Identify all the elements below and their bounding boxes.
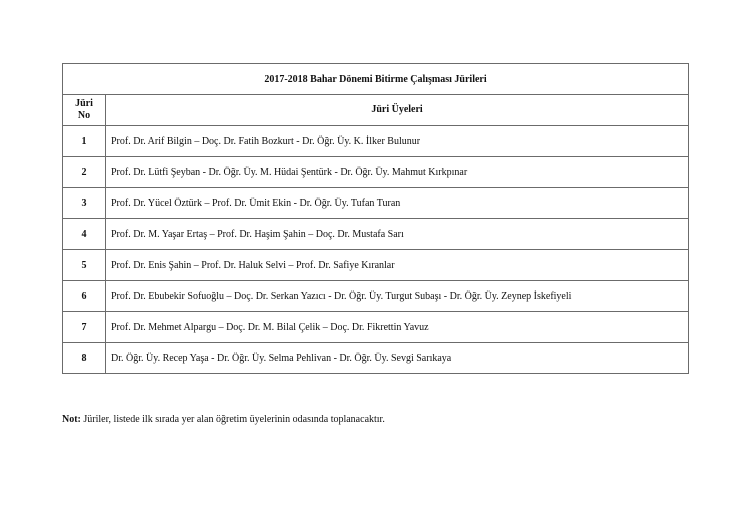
jury-number: 1 — [63, 126, 106, 157]
table-row — [63, 126, 689, 157]
jury-members: Dr. Öğr. Üy. Recep Yaşa - Dr. Öğr. Üy. Selma Pehlivan - Dr. Öğr. Üy. Sevgi Sarıkaya — [106, 343, 689, 374]
footnote-text: Jüriler, listede ilk sırada yer alan öğretim üyelerinin odasında toplanacaktır. — [80, 414, 385, 425]
jury-number: 6 — [63, 281, 106, 312]
jury-members: Prof. Dr. Yücel Öztürk – Prof. Dr. Ümit Ekin - Dr. Öğr. Üy. Tufan Turan — [106, 188, 689, 219]
jury-table — [62, 63, 689, 374]
jury-members: Prof. Dr. Ebubekir Sofuoğlu – Doç. Dr. Serkan Yazıcı - Dr. Öğr. Üy. Turgut Subaşı - Dr. Öğr. Üy. Zeynep İskefiyeli — [106, 281, 689, 312]
jury-number: 5 — [63, 250, 106, 281]
table-header-row — [63, 95, 689, 126]
jury-number: 4 — [63, 219, 106, 250]
jury-number: 3 — [63, 188, 106, 219]
table-row — [63, 188, 689, 219]
table-row — [63, 281, 689, 312]
header-jury-no-line2: No — [77, 110, 91, 121]
jury-members: Prof. Dr. Arif Bilgin – Doç. Dr. Fatih Bozkurt - Dr. Öğr. Üy. K. İlker Bulunur — [106, 126, 689, 157]
header-jury-no — [63, 95, 106, 126]
footnote — [62, 414, 385, 425]
table-row — [63, 312, 689, 343]
table-title-row — [63, 64, 689, 95]
jury-members: Prof. Dr. M. Yaşar Ertaş – Prof. Dr. Haşim Şahin – Doç. Dr. Mustafa Sarı — [106, 219, 689, 250]
table-row — [63, 219, 689, 250]
header-jury-no-line1: Jüri — [75, 98, 93, 109]
jury-number: 7 — [63, 312, 106, 343]
table-row — [63, 157, 689, 188]
jury-members: Prof. Dr. Mehmet Alpargu – Doç. Dr. M. Bilal Çelik – Doç. Dr. Fikrettin Yavuz — [106, 312, 689, 343]
table-title: 2017-2018 Bahar Dönemi Bitirme Çalışması Jürileri — [63, 64, 689, 95]
header-jury-members: Jüri Üyeleri — [106, 95, 689, 126]
footnote-label: Not: — [62, 414, 81, 425]
jury-members: Prof. Dr. Enis Şahin – Prof. Dr. Haluk Selvi – Prof. Dr. Safiye Kıranlar — [106, 250, 689, 281]
table-row — [63, 250, 689, 281]
jury-members: Prof. Dr. Lütfi Şeyban - Dr. Öğr. Üy. M. Hüdai Şentürk - Dr. Öğr. Üy. Mahmut Kırkpınar — [106, 157, 689, 188]
jury-number: 2 — [63, 157, 106, 188]
jury-number: 8 — [63, 343, 106, 374]
table-row — [63, 343, 689, 374]
